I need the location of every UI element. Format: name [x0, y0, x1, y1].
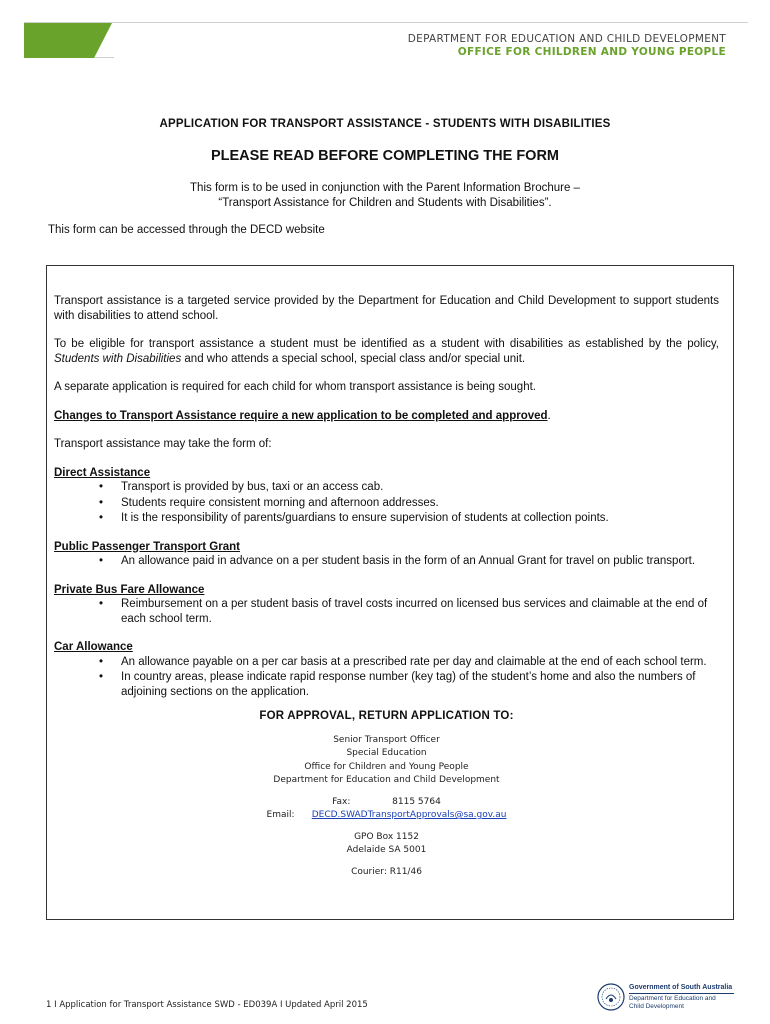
section-heading-car-allowance: Car Allowance: [54, 641, 133, 653]
paragraph-forms: Transport assistance may take the form of:: [54, 438, 272, 450]
office-name: OFFICE FOR CHILDREN AND YOUNG PEOPLE: [457, 46, 726, 58]
po-box: GPO Box 1152: [354, 831, 419, 842]
intro-line-1: This form is to be used in conjunction with the Parent Information Brochure –: [190, 182, 580, 194]
list-public-passenger: [54, 554, 719, 569]
gov-dept-line-1: Department for Education and: [629, 995, 716, 1002]
access-note: This form can be accessed through the DECD website: [48, 224, 325, 236]
gov-rule: [629, 993, 734, 994]
list-item: • Transport is provided by bus, taxi or an access cab.: [99, 481, 384, 493]
bullet-icon: •: [99, 512, 104, 524]
intro-line-2: “Transport Assistance for Children and Students with Disabilities”.: [218, 197, 552, 209]
form-heading: PLEASE READ BEFORE COMPLETING THE FORM: [210, 148, 559, 164]
changes-notice-end: .: [547, 409, 551, 422]
bullet-icon: •: [99, 496, 104, 509]
department-name: DEPARTMENT FOR EDUCATION AND CHILD DEVELOPMENT: [407, 33, 726, 45]
eligibility-text: To be eligible for transport assistance a student must be identified as a student with disabilities as established by the policy,: [54, 338, 719, 350]
policy-name: Students with Disabilities: [54, 352, 182, 365]
list-item: • An allowance paid in advance on a per student basis in the form of an Annual Grant for travel on public transport.: [99, 555, 696, 567]
list-private-bus: [54, 597, 719, 626]
header-rule: [24, 22, 748, 23]
email-link[interactable]: DECD.SWADTransportApprovals@sa.gov.au: [311, 810, 507, 820]
email-label: Email:: [266, 810, 295, 820]
bullet-icon: •: [99, 655, 104, 668]
gov-seal-icon: [596, 982, 626, 1012]
paragraph-purpose: Transport assistance is a targeted service provided by the Department for Education and Child Development to support students with disabilities to attend school.: [54, 295, 719, 322]
bullet-icon: •: [99, 481, 104, 493]
section-heading-private-bus: Private Bus Fare Allowance: [54, 583, 205, 596]
list-item: • It is the responsibility of parents/guardians to ensure supervision of students at collection points.: [99, 512, 609, 524]
section-heading-public-passenger: Public Passenger Transport Grant: [54, 540, 240, 553]
list-item: • An allowance payable on a per car basis at a prescribed rate per day and claimable at the end of each school term.: [99, 655, 707, 668]
list-item: • In country areas, please indicate rapid response number (key tag) of the student’s home and also the numbers of adjoining sections on the application.: [99, 671, 696, 698]
address-line: Office for Children and Young People: [304, 761, 469, 772]
city: Adelaide SA 5001: [346, 845, 427, 855]
bullet-icon: •: [99, 671, 104, 683]
approval-heading: FOR APPROVAL, RETURN APPLICATION TO:: [259, 710, 514, 722]
fax-row: [54, 796, 719, 810]
section-heading-direct-assistance: Direct Assistance: [54, 466, 151, 479]
list-car-allowance: [54, 655, 719, 700]
list-direct-assistance: [54, 480, 719, 526]
gov-name: Government of South Australia: [629, 984, 733, 991]
green-tab-logo: [24, 23, 114, 58]
list-item: • Students require consistent morning and afternoon addresses.: [99, 496, 439, 509]
changes-notice: Changes to Transport Assistance require a new application to be completed and approved: [54, 409, 548, 422]
form-title: APPLICATION FOR TRANSPORT ASSISTANCE - STUDENTS WITH DISABILITIES: [159, 118, 611, 130]
bullet-icon: •: [99, 555, 104, 567]
list-item: • Reimbursement on a per student basis of travel costs incurred on licensed bus services and claimable at the end of each school term.: [99, 598, 708, 625]
address-line: Special Education: [346, 748, 427, 758]
address-line: Department for Education and Child Development: [273, 775, 500, 785]
fax-number: 8115 5764: [392, 796, 441, 807]
bullet-icon: •: [99, 598, 104, 610]
eligibility-text-end: and who attends a special school, special class and/or special unit.: [181, 352, 526, 365]
paragraph-separate-application: A separate application is required for each child for whom transport assistance is being sought.: [54, 381, 536, 393]
info-box-content: [54, 294, 719, 879]
address-line: Senior Transport Officer: [333, 734, 440, 745]
gov-dept: [629, 995, 716, 1010]
intro-text: [0, 181, 770, 211]
info-box: [46, 265, 734, 920]
paragraph-eligibility: [54, 337, 719, 366]
gov-dept-line-2: Child Development: [629, 1002, 684, 1010]
paragraph-changes: [54, 409, 719, 424]
return-address: [54, 734, 719, 880]
fax-label: Fax:: [332, 796, 351, 807]
gov-sa-logo: [596, 982, 756, 1014]
courier: Courier: R11/46: [351, 866, 422, 877]
email-row: [54, 809, 719, 823]
page-footer: 1 I Application for Transport Assistance SWD - ED039A I Updated April 2015: [46, 1000, 368, 1010]
